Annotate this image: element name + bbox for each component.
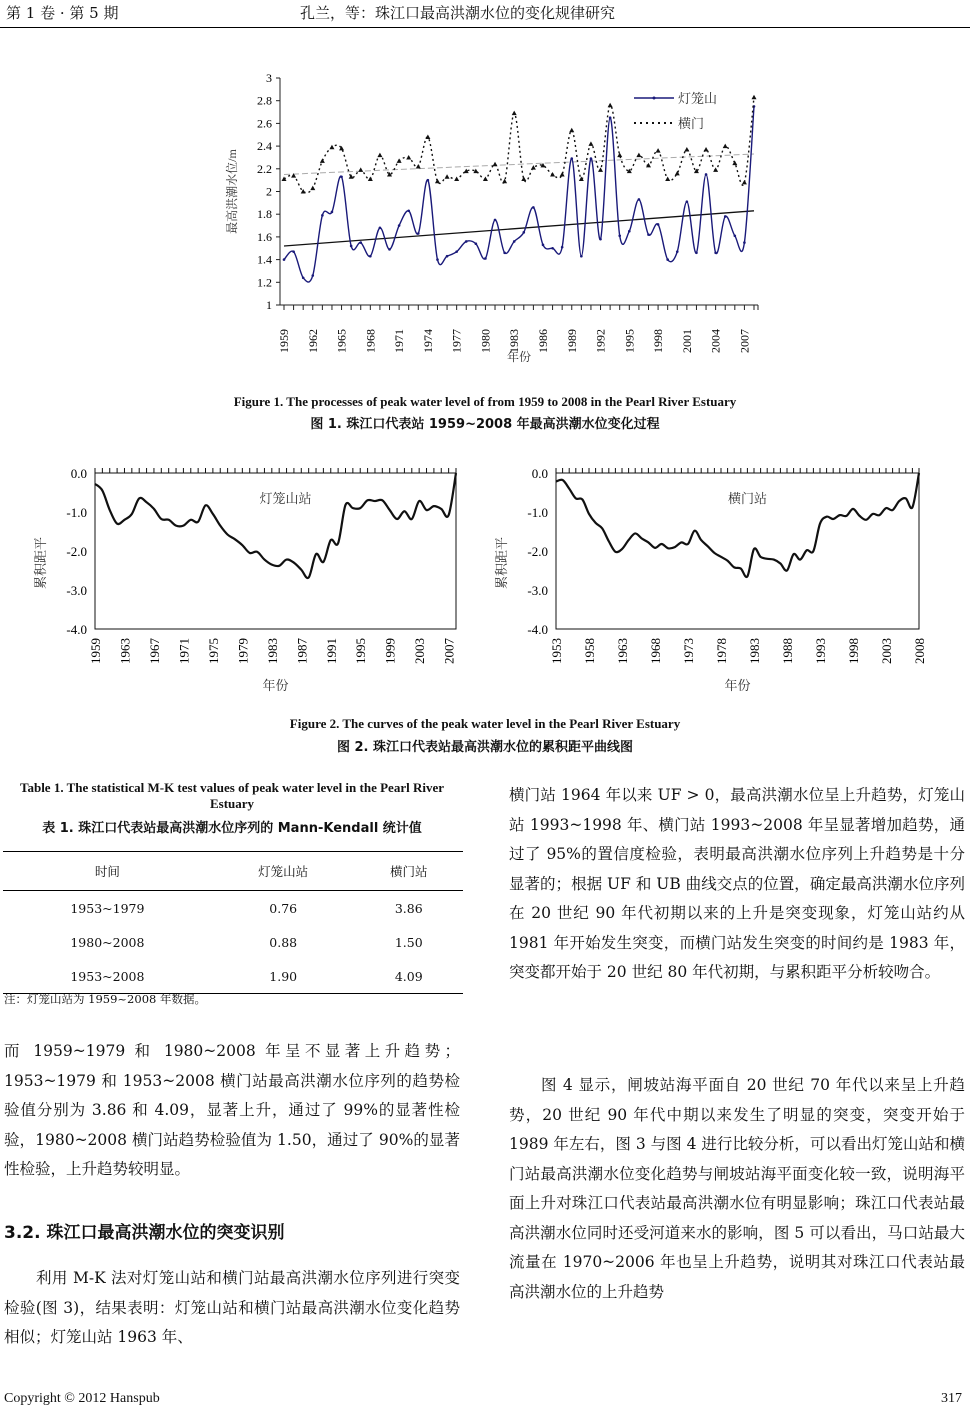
column-header: 横门站 — [355, 852, 463, 891]
header-rule — [0, 27, 970, 28]
data-point-denglongshan — [724, 215, 727, 218]
x-tick-label: 1999 — [382, 638, 398, 664]
data-point-denglongshan — [350, 245, 353, 248]
y-tick-label: -2.0 — [66, 544, 87, 559]
x-tick-label: 1959 — [277, 329, 291, 353]
data-point-hengmen — [608, 103, 613, 108]
y-tick-label: 1.6 — [257, 229, 272, 244]
x-tick-label: 1967 — [146, 638, 162, 664]
y-tick-label: 2.2 — [257, 161, 272, 176]
data-point-hengmen — [377, 153, 382, 158]
x-tick-label: 1971 — [176, 638, 192, 664]
x-tick-label: 1975 — [205, 638, 221, 664]
x-tick-label: 2001 — [679, 329, 694, 353]
data-point-denglongshan — [359, 241, 362, 244]
table-note: 注：灯笼山站为 1959~2008 年数据。 — [4, 992, 206, 1006]
data-point-hengmen — [406, 155, 411, 160]
x-tick-label: 2007 — [737, 329, 752, 353]
x-tick-label: 1971 — [392, 329, 407, 353]
data-point-denglongshan — [705, 173, 708, 176]
x-tick-label: 1983 — [507, 329, 522, 353]
data-point-denglongshan — [311, 274, 314, 277]
data-point-denglongshan — [331, 211, 334, 214]
data-point-denglongshan — [302, 276, 305, 279]
data-point-denglongshan — [436, 258, 439, 261]
table-row — [3, 891, 463, 926]
y-tick-label: -3.0 — [66, 583, 87, 598]
x-tick-label: 1959 — [88, 638, 103, 664]
x-tick-label: 1973 — [681, 638, 696, 664]
y-tick-label: 2.6 — [257, 116, 272, 131]
table-header-row — [3, 852, 463, 891]
data-point-denglongshan — [666, 258, 669, 261]
x-tick-label: 2004 — [708, 329, 723, 353]
right-paragraph-2: 图 4 显示，闸坡站海平面自 20 世纪 70 年代以来呈上升趋势，20 世纪 90 年代中期以来发生了明显的突变，突变开始于 1989 年左右，图 3 与图 4 进行比较分析，可以看出灯笼山站和横门站最高洪潮水位变化趋势与闸坡站海平面变化较一致，说明海平面上升对珠江口代表站最高洪潮水位有明显影响；珠江口代表站最高洪潮水位同时还受河道来水的影响，图 5 可以看出，马口站最大流量在 1970~2006 年也呈上升趋势，说明其对珠江口代表站最高洪潮水位的上升趋势 — [509, 1076, 965, 1301]
series-line-denglongshan — [284, 106, 754, 282]
x-tick-label: 2003 — [412, 638, 428, 664]
data-point-hengmen — [416, 164, 421, 169]
data-point-hengmen — [493, 162, 498, 167]
left-paragraph-1: 而 1959~1979 和 1980~2008 年呈不显著上升趋势；1953~1979 和 1953~2008 横门站最高洪潮水位序列的趋势检验值分别为 3.86 和 4.09，显著上升，通过了 99%的显著性检验，1980~2008 横门站趋势检验值为 1.50，通过了 90%的显著性检验，上升趋势较明显。 — [4, 1042, 460, 1178]
table-cell: 1980~2008 — [70, 934, 145, 950]
x-tick-label: 1991 — [323, 638, 339, 664]
table-cell: 0.76 — [269, 900, 298, 916]
y-tick-label: -1.0 — [527, 505, 548, 520]
legend-marker-denglongshan — [653, 97, 656, 100]
y-tick-label: -4.0 — [66, 622, 87, 637]
y-tick-label: 1.4 — [257, 252, 272, 267]
table-cell: 1953~2008 — [3, 959, 212, 994]
data-point-denglongshan — [734, 234, 737, 237]
y-tick-label: -3.0 — [527, 583, 548, 598]
data-point-denglongshan — [494, 219, 497, 222]
data-point-hengmen — [531, 165, 536, 170]
x-tick-label: 1978 — [714, 638, 729, 664]
x-tick-label: 1963 — [117, 638, 133, 664]
figure-2-caption-en: Figure 2. The curves of the peak water level in the Pearl River Estuary — [289, 716, 681, 731]
table-1-caption-en: Table 1. The statistical M-K test values of peak water level in the Pearl River Estuary — [19, 780, 444, 811]
data-point-hengmen — [742, 180, 747, 185]
data-point-denglongshan — [503, 251, 506, 254]
y-tick-label: 1.2 — [257, 275, 272, 290]
data-point-hengmen — [310, 186, 315, 191]
running-header-volume: 第 1 卷 · 第 5 期 — [6, 4, 119, 22]
x-tick-label: 1995 — [353, 638, 369, 664]
x-tick-label: 2003 — [879, 638, 894, 664]
data-point-denglongshan — [551, 247, 554, 250]
data-point-hengmen — [454, 177, 459, 182]
data-point-hengmen — [560, 172, 565, 177]
data-point-denglongshan — [686, 200, 689, 203]
x-tick-label: 1988 — [780, 638, 795, 664]
y-tick-label: 2.4 — [257, 139, 272, 154]
cumulative-anomaly-line — [556, 473, 919, 577]
data-point-denglongshan — [580, 255, 583, 258]
figure-1-chart — [0, 60, 970, 380]
data-point-hengmen — [588, 141, 593, 146]
y-tick-label: 1.8 — [257, 207, 272, 222]
x-tick-label: 1993 — [813, 638, 828, 664]
data-point-denglongshan — [522, 231, 525, 234]
data-point-hengmen — [445, 174, 450, 179]
table-cell: 1.50 — [394, 934, 423, 950]
x-tick-label: 1963 — [615, 638, 630, 664]
table-1-caption-zh: 表 1. 珠江口代表站最高洪潮水位序列的 Mann-Kendall 统计值 — [42, 821, 422, 836]
x-tick-label: 1980 — [478, 329, 493, 353]
table-row — [3, 925, 463, 959]
panel-title: 横门站 — [727, 491, 768, 506]
data-point-denglongshan — [532, 206, 535, 209]
x-tick-label: 1986 — [535, 329, 550, 353]
cumulative-anomaly-line — [95, 473, 456, 578]
data-point-denglongshan — [599, 238, 602, 241]
data-point-hengmen — [512, 111, 517, 116]
x-tick-label: 1995 — [622, 329, 637, 353]
data-point-denglongshan — [407, 209, 410, 212]
x-tick-label: 1965 — [334, 329, 349, 353]
data-point-denglongshan — [427, 179, 430, 182]
x-tick-label: 1983 — [264, 638, 280, 664]
figure-2-caption-zh: 图 2. 珠江口代表站最高洪潮水位的累积距平曲线图 — [336, 740, 634, 755]
data-point-hengmen — [329, 145, 334, 150]
data-point-denglongshan — [638, 198, 641, 201]
panel-title: 灯笼山站 — [259, 491, 312, 506]
x-tick-label: 1958 — [582, 638, 597, 664]
data-point-hengmen — [368, 177, 373, 182]
data-point-denglongshan — [388, 248, 391, 251]
data-point-hengmen — [502, 179, 507, 184]
y-tick-label: -4.0 — [527, 622, 548, 637]
data-point-denglongshan — [475, 242, 478, 245]
data-point-hengmen — [636, 153, 641, 158]
x-axis-label: 年份 — [724, 678, 751, 693]
data-point-denglongshan — [455, 250, 458, 253]
data-point-hengmen — [358, 167, 363, 172]
y-tick-label: 3 — [266, 71, 272, 85]
data-point-hengmen — [435, 179, 440, 184]
data-point-denglongshan — [676, 250, 679, 253]
y-tick-label: 2.8 — [257, 93, 272, 108]
data-point-denglongshan — [513, 240, 516, 243]
x-tick-label: 1998 — [651, 329, 666, 353]
figure-1-caption-en: Figure 1. The processes of peak water level of from 1959 to 2008 in the Pearl River Estuary — [233, 394, 737, 409]
data-point-hengmen — [397, 158, 402, 163]
mk-statistics-table — [3, 851, 463, 994]
x-tick-label: 1983 — [747, 638, 762, 664]
x-axis-label: 年份 — [506, 350, 532, 364]
figure-2b-chart — [480, 455, 970, 695]
data-point-denglongshan — [561, 246, 564, 249]
data-point-denglongshan — [743, 241, 746, 244]
data-point-denglongshan — [657, 223, 660, 226]
table-cell: 1.90 — [212, 959, 355, 994]
y-axis-label: 最高洪潮水位/m — [225, 149, 239, 234]
table-cell: 3.86 — [394, 900, 423, 916]
data-point-denglongshan — [398, 224, 401, 227]
figure-2a-chart — [0, 455, 480, 695]
data-point-denglongshan — [292, 250, 295, 253]
copyright-footer: Copyright © 2012 Hanspub — [4, 1391, 160, 1406]
x-tick-label: 2008 — [912, 638, 927, 664]
data-point-denglongshan — [590, 157, 593, 160]
legend-label-hengmen: 横门 — [678, 116, 705, 131]
x-tick-label: 1968 — [363, 329, 378, 353]
figure-1-caption-zh: 图 1. 珠江口代表站 1959~2008 年最高洪潮水位变化过程 — [310, 417, 660, 432]
data-point-denglongshan — [321, 214, 324, 217]
data-point-denglongshan — [609, 116, 612, 119]
data-point-hengmen — [656, 148, 661, 153]
legend-label-denglongshan: 灯笼山 — [678, 91, 718, 106]
x-tick-label: 1998 — [846, 638, 861, 664]
data-point-denglongshan — [283, 258, 286, 261]
data-point-denglongshan — [417, 232, 420, 235]
data-point-denglongshan — [465, 240, 468, 243]
data-point-denglongshan — [695, 251, 698, 254]
data-point-hengmen — [684, 147, 689, 152]
right-paragraph-1: 横门站 1964 年以来 UF > 0，最高洪潮水位呈上升趋势，灯笼山站 1993~1998 年、横门站 1993~2008 年呈显著增加趋势，通过了 95%的置信度检验，表明最高洪潮水位序列上升趋势是十分显著的；根据 UF 和 UB 曲线交点的位置，确定最高洪潮水位序列在 20 世纪 90 年代初期以来的上升是突变现象，灯笼山站约从 1981 年开始发生突变，而横门站发生突变的时间约是 1983 年，突变都开始于 20 世纪 80 年代初期，与累积距平分析较吻合。 — [509, 786, 965, 981]
y-tick-label: 0.0 — [70, 466, 87, 481]
page-number: 317 — [941, 1391, 962, 1406]
x-tick-label: 1968 — [648, 638, 663, 664]
x-tick-label: 1992 — [593, 329, 608, 353]
data-point-denglongshan — [618, 234, 621, 237]
data-point-denglongshan — [484, 257, 487, 260]
data-point-hengmen — [752, 95, 757, 100]
data-point-hengmen — [646, 163, 651, 168]
x-tick-label: 2007 — [441, 638, 457, 664]
table-cell: 1953~1979 — [70, 900, 145, 916]
column-header: 灯笼山站 — [212, 852, 355, 891]
data-point-denglongshan — [647, 233, 650, 236]
x-axis-label: 年份 — [262, 678, 289, 693]
data-point-denglongshan — [379, 227, 382, 230]
data-point-denglongshan — [714, 251, 717, 254]
data-point-denglongshan — [570, 157, 573, 160]
data-point-hengmen — [569, 128, 574, 132]
x-tick-label: 1989 — [564, 329, 579, 353]
section-heading-3-2: 3.2. 珠江口最高洪潮水位的突变识别 — [4, 1223, 285, 1243]
y-axis-label: 累积距平 — [494, 536, 509, 590]
y-tick-label: 2 — [266, 184, 272, 199]
left-paragraph-2: 利用 M-K 法对灯笼山站和横门站最高洪潮水位序列进行突变检验(图 3)，结果表明：灯笼山站和横门站最高洪潮水位变化趋势相似；灯笼山站 1963 年、 — [4, 1269, 460, 1346]
series-line-hengmen — [284, 97, 754, 192]
data-point-denglongshan — [340, 175, 343, 178]
y-tick-label: 1 — [266, 298, 272, 312]
data-point-hengmen — [521, 177, 526, 182]
y-tick-label: -2.0 — [527, 544, 548, 559]
data-point-denglongshan — [628, 230, 631, 233]
data-point-hengmen — [320, 158, 325, 163]
x-tick-label: 1974 — [420, 329, 435, 353]
x-tick-label: 1953 — [549, 638, 564, 664]
trendline-hengmen — [284, 154, 754, 174]
column-header: 时间 — [3, 852, 212, 891]
data-point-hengmen — [704, 147, 709, 152]
y-tick-label: -1.0 — [66, 505, 87, 520]
data-point-hengmen — [675, 171, 680, 176]
data-point-hengmen — [732, 161, 737, 166]
data-point-hengmen — [464, 169, 469, 174]
data-point-hengmen — [425, 135, 430, 140]
data-point-denglongshan — [369, 255, 372, 258]
data-point-hengmen — [617, 153, 622, 158]
table-cell: 0.88 — [269, 934, 298, 950]
y-axis-label: 累积距平 — [33, 536, 48, 590]
y-tick-label: 0.0 — [531, 466, 548, 481]
x-tick-label: 1987 — [294, 638, 310, 664]
running-header-title: 孔兰，等：珠江口最高洪潮水位的变化规律研究 — [300, 4, 616, 22]
table-row — [3, 959, 463, 994]
data-point-hengmen — [483, 177, 488, 182]
table-cell: 4.09 — [355, 959, 463, 994]
x-tick-label: 1962 — [305, 329, 320, 353]
data-point-hengmen — [550, 172, 555, 177]
data-point-denglongshan — [446, 255, 449, 258]
x-tick-label: 1977 — [449, 329, 464, 353]
data-point-hengmen — [723, 144, 728, 149]
data-point-denglongshan — [542, 244, 545, 247]
x-tick-label: 1979 — [235, 638, 251, 664]
